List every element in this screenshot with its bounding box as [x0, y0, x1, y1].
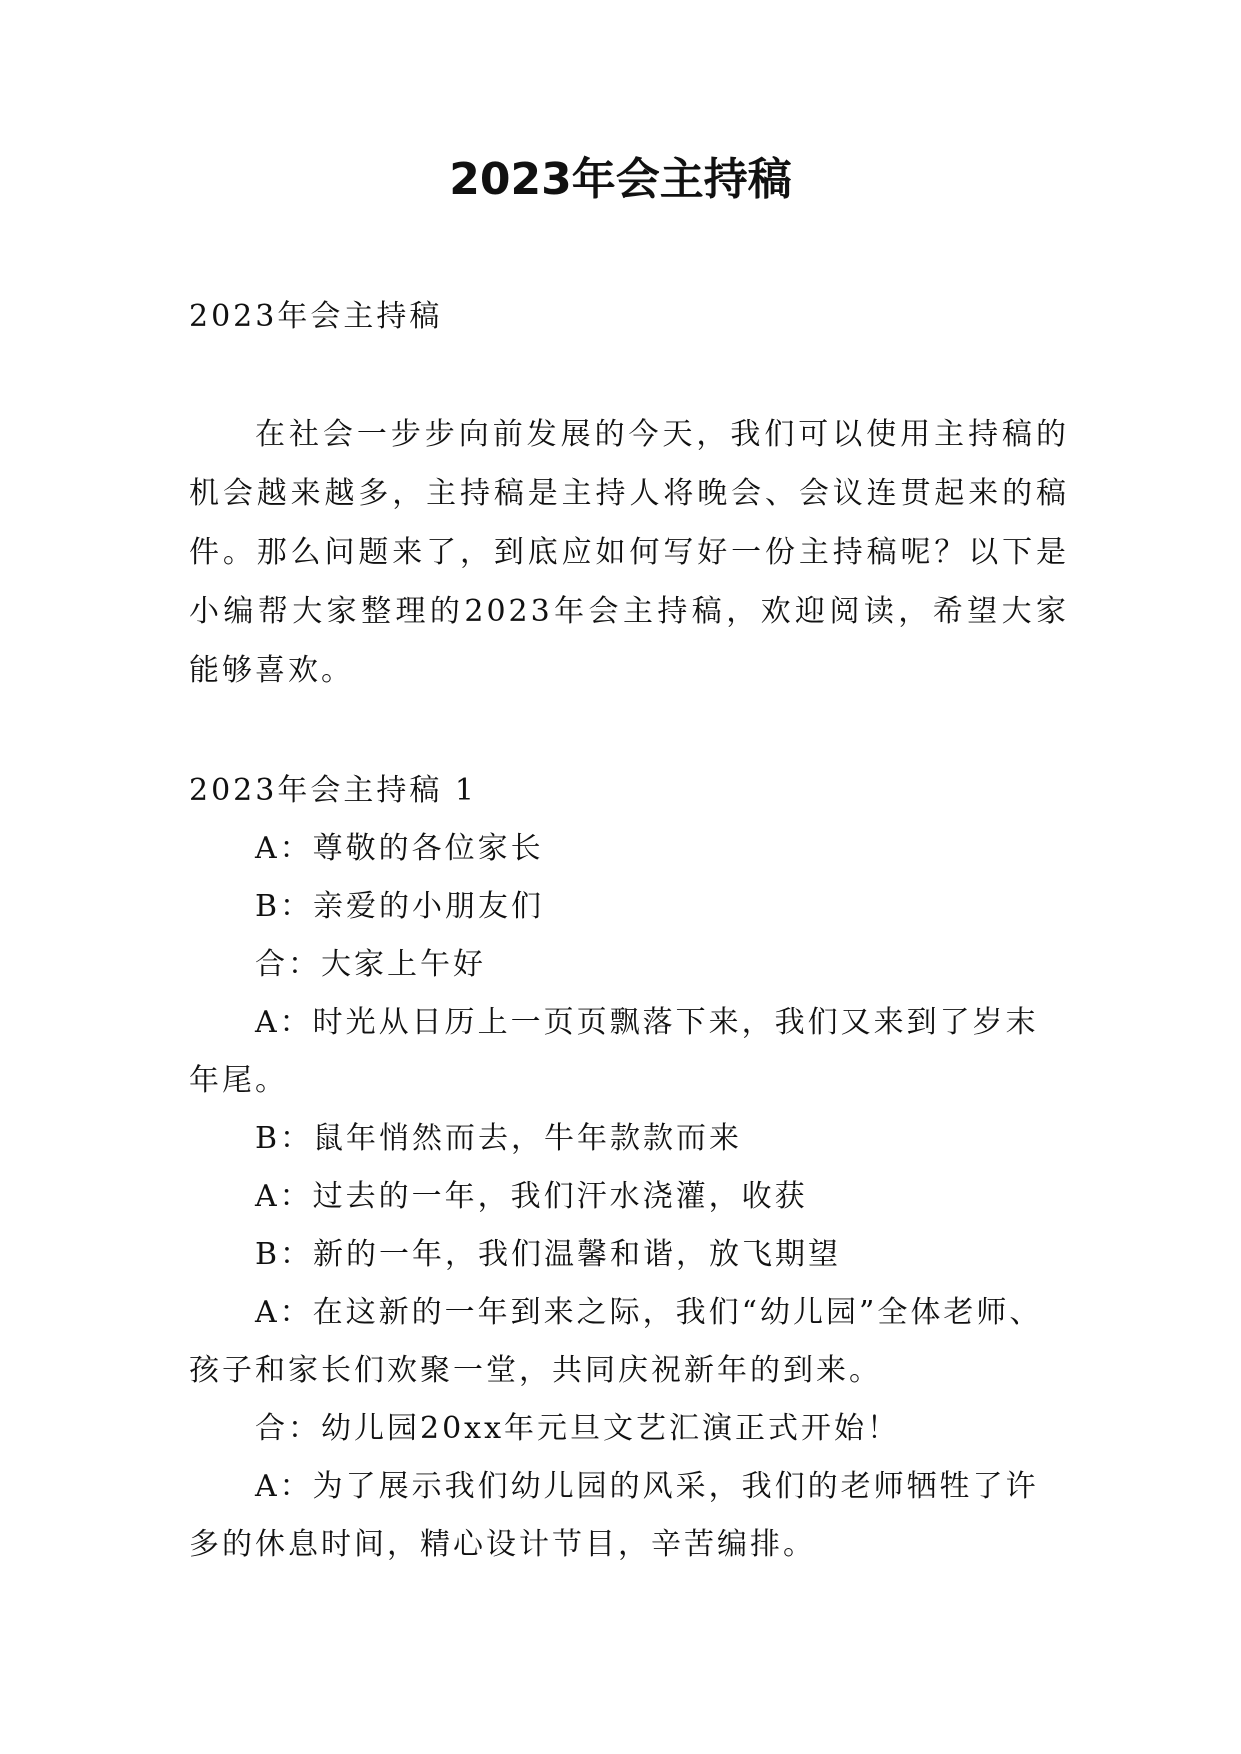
document-title: 2023年会主持稿 [449, 154, 792, 205]
document-body [189, 287, 1069, 1574]
dialogue-line: A：过去的一年，我们汗水浇灌，收获 [255, 1179, 808, 1214]
dialogue-line: A：为了展示我们幼儿园的风采，我们的老师牺牲了许多的休息时间，精心设计节目，辛苦编排。 [189, 1469, 1039, 1562]
intro-paragraph: 在社会一步步向前发展的今天，我们可以使用主持稿的机会越来越多，主持稿是主持人将晚会、会议连贯起来的稿件。那么问题来了，到底应如何写好一份主持稿呢？以下是小编帮大家整理的2023年会主持稿，欢迎阅读，希望大家能够喜欢。 [189, 417, 1069, 688]
document-subtitle: 2023年会主持稿 [189, 299, 443, 334]
dialogue-line: B：亲爱的小朋友们 [255, 889, 545, 924]
dialogue-line: B：新的一年，我们温馨和谐，放飞期望 [255, 1237, 842, 1272]
dialogue-line: A：在这新的一年到来之际，我们“幼儿园”全体老师、孩子和家长们欢聚一堂，共同庆祝新年的到来。 [189, 1295, 1043, 1388]
dialogue-line: 合：大家上午好 [255, 947, 486, 982]
dialogue-line: A：尊敬的各位家长 [255, 831, 544, 866]
dialogue-line: A：时光从日历上一页页飘落下来，我们又来到了岁末年尾。 [189, 1005, 1039, 1098]
section-heading: 2023年会主持稿 1 [189, 773, 477, 808]
dialogue-line: 合：幼儿园20xx年元旦文艺汇演正式开始！ [255, 1411, 901, 1446]
dialogue-line: B：鼠年悄然而去，牛年款款而来 [255, 1121, 743, 1156]
